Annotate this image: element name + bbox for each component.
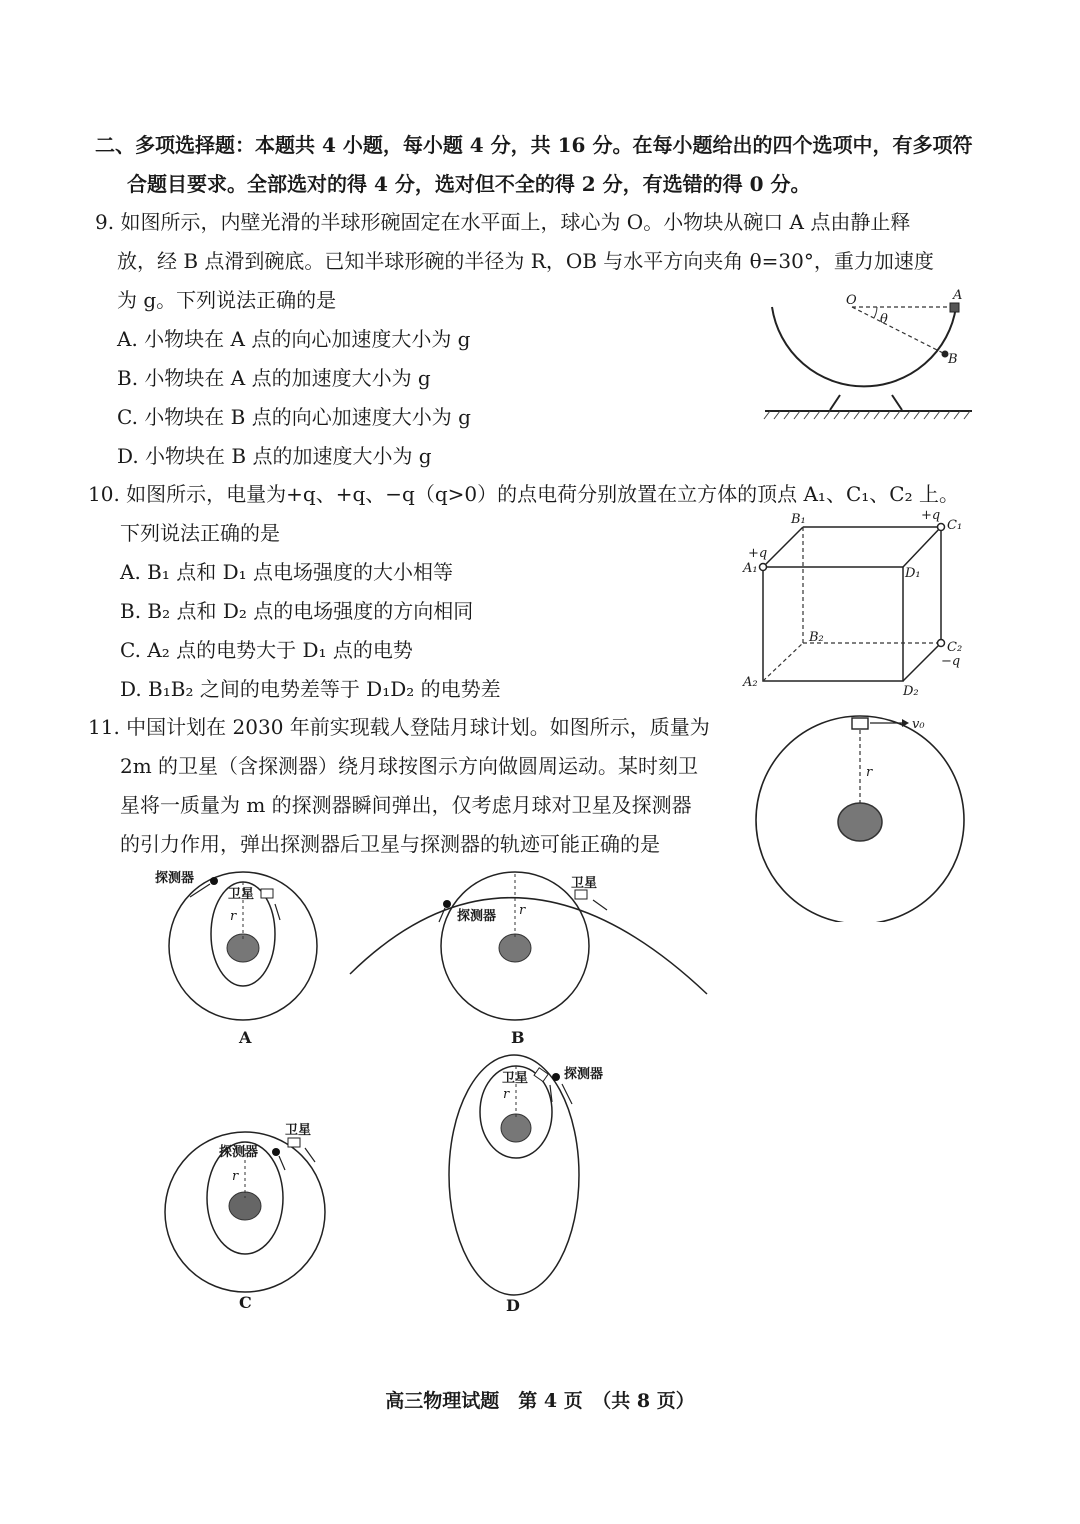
a-satellite-label: 卫星	[228, 887, 255, 902]
q11-stem-line3: 星将一质量为 m 的探测器瞬间弹出，仅考虑月球对卫星及探测器	[120, 793, 692, 817]
a-satellite-arrow	[275, 904, 280, 920]
q11-stem-line1: 11. 中国计划在 2030 年前实现载人登陆月球计划。如图所示，质量为	[88, 715, 710, 739]
a-caption: A	[239, 1028, 252, 1047]
label-b2: B₂	[809, 630, 824, 645]
cube-hidden-edges	[763, 527, 941, 681]
label-q-a1: +q	[748, 546, 768, 561]
q10-stem-line2: 下列说法正确的是	[120, 521, 280, 545]
q11-main-figure	[752, 712, 972, 922]
q9-stem-line1: 9. 如图所示，内壁光滑的半球形碗固定在水平面上，球心为 O。小物块从碗口 A 点由静止释	[95, 210, 911, 234]
d-moon	[501, 1114, 531, 1142]
c-satellite-label: 卫星	[285, 1123, 312, 1138]
label-q-c2: −q	[941, 654, 961, 669]
c-probe-arrow	[279, 1156, 285, 1170]
b-probe-arrow	[439, 908, 445, 922]
d-probe-dot	[552, 1073, 560, 1081]
bowl-arc	[772, 307, 956, 386]
c-caption: C	[239, 1293, 252, 1312]
c-satellite-box	[288, 1138, 300, 1147]
label-a: A	[953, 288, 963, 303]
section-title-line1: 二、多项选择题：本题共 4 小题，每小题 4 分，共 16 分。在每小题给出的四个选项中，有多项符	[95, 133, 973, 157]
d-r-label: r	[503, 1087, 510, 1102]
a-probe-label: 探测器	[155, 871, 195, 886]
label-theta: θ	[880, 312, 888, 327]
q9-option-d: D. 小物块在 B 点的加速度大小为 g	[117, 444, 432, 468]
label-c1: C₁	[947, 518, 963, 533]
q10-option-a: A. B₁ 点和 D₁ 点电场强度的大小相等	[120, 560, 453, 584]
q10-stem-line1: 10. 如图所示，电量为+q、+q、−q（q>0）的点电荷分别放置在立方体的顶点 A₁、C₁、C₂ 上。	[88, 482, 959, 506]
moon	[838, 803, 882, 841]
charge-c1	[938, 524, 945, 531]
q10-option-c: C. A₂ 点的电势大于 D₁ 点的电势	[120, 638, 413, 662]
bowl-stand	[830, 395, 902, 410]
option-d-diagram	[440, 1040, 640, 1315]
d-probe-label: 探测器	[564, 1067, 604, 1082]
label-d2: D₂	[903, 684, 919, 699]
page-footer: 高三物理试题 第 4 页 （共 8 页）	[385, 1390, 695, 1412]
c-probe-label: 探测器	[219, 1145, 259, 1160]
ground-hatch	[764, 411, 970, 419]
a-satellite-box	[261, 889, 273, 898]
b-probe-dot	[443, 900, 451, 908]
label-d1: D₁	[905, 566, 921, 581]
q10-option-b: B. B₂ 点和 D₂ 点的电场强度的方向相同	[120, 599, 474, 623]
q9-option-b: B. 小物块在 A 点的加速度大小为 g	[117, 366, 431, 390]
a-probe-dot	[210, 877, 218, 885]
charge-c2	[938, 640, 945, 647]
b-moon	[499, 934, 531, 962]
q11-stem-line4: 的引力作用，弹出探测器后卫星与探测器的轨迹可能正确的是	[120, 832, 660, 856]
label-v0: v₀	[912, 717, 925, 732]
label-r-main: r	[866, 765, 873, 780]
section-title-line2: 合题目要求。全部选对的得 4 分，选对但不全的得 2 分，有选错的得 0 分。	[127, 172, 811, 196]
angle-arc	[874, 307, 877, 318]
b-probe-label: 探测器	[457, 909, 497, 924]
label-q-c1: +q	[921, 508, 941, 523]
q10-option-d: D. B₁B₂ 之间的电势差等于 D₁D₂ 的电势差	[120, 677, 501, 701]
q9-option-c: C. 小物块在 B 点的向心加速度大小为 g	[117, 405, 471, 429]
label-c2: C₂	[947, 640, 963, 655]
q9-stem-line2: 放，经 B 点滑到碗底。已知半球形碗的半径为 R，OB 与水平方向夹角 θ=30°，重力加速度	[117, 249, 934, 273]
label-a1: A₁	[743, 561, 758, 576]
q9-stem-line3: 为 g。下列说法正确的是	[117, 288, 337, 312]
d-caption: D	[506, 1296, 520, 1315]
d-large-ellipse	[449, 1055, 579, 1295]
b-satellite-box	[575, 890, 587, 899]
option-c-diagram	[155, 1120, 345, 1320]
label-b1: B₁	[791, 512, 806, 527]
option-b-diagram	[345, 862, 715, 1047]
q11-stem-line2: 2m 的卫星（含探测器）绕月球按图示方向做圆周运动。某时刻卫	[120, 754, 699, 778]
b-satellite-arrow	[593, 900, 607, 910]
q10-cube-figure	[735, 505, 975, 700]
c-probe-dot	[272, 1148, 280, 1156]
a-r-label: r	[230, 909, 237, 924]
label-b: B	[948, 352, 958, 367]
charge-a1	[760, 564, 767, 571]
c-r-label: r	[232, 1169, 239, 1184]
b-r-label: r	[519, 903, 526, 918]
b-satellite-label: 卫星	[571, 876, 598, 891]
d-satellite-label: 卫星	[502, 1071, 529, 1086]
label-o: O	[846, 293, 857, 308]
cube-edges	[763, 527, 941, 681]
d-probe-arrow	[562, 1084, 572, 1104]
radius-ob	[852, 307, 945, 354]
q9-bowl-figure	[760, 285, 980, 430]
label-a2: A₂	[743, 675, 758, 690]
satellite-box	[852, 718, 868, 729]
b-caption: B	[511, 1028, 525, 1047]
option-a-diagram	[150, 862, 340, 1047]
q9-option-a: A. 小物块在 A 点的向心加速度大小为 g	[117, 327, 471, 351]
block-at-a	[950, 303, 959, 312]
